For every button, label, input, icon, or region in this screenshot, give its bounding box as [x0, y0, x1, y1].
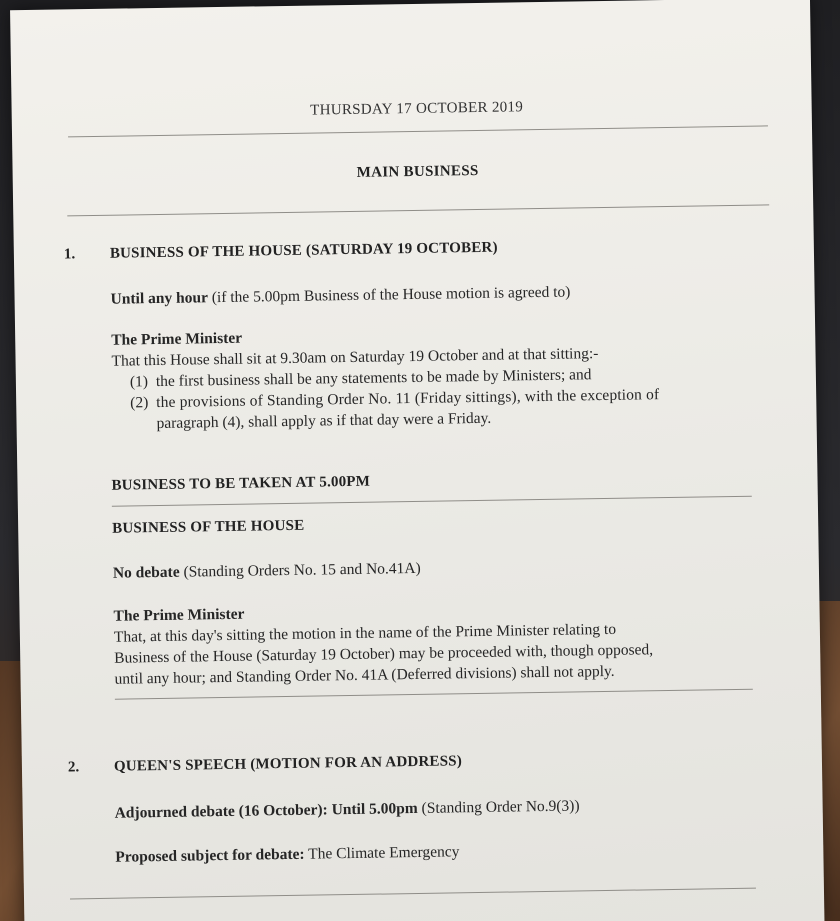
- adjourned-debate-line: [115, 795, 580, 823]
- list-item-text: the first business shall be any statements to be made by Ministers; and: [155, 366, 592, 391]
- item-heading: QUEEN'S SPEECH (MOTION FOR AN ADDRESS): [113, 753, 463, 775]
- section-heading: BUSINESS TO BE TAKEN AT 5.00PM: [111, 473, 371, 494]
- divider-rule: [70, 888, 756, 900]
- no-debate-bold: No debate: [112, 563, 180, 582]
- mover-name: The Prime Minister: [111, 329, 243, 349]
- list-item: [130, 382, 791, 434]
- list-item-number: (1): [129, 373, 149, 391]
- list-item-number: (2): [130, 394, 149, 412]
- time-limit-condition: (if the 5.00pm Business of the House motion is agreed to): [207, 283, 571, 307]
- main-business-title: MAIN BUSINESS: [356, 162, 479, 181]
- item-number: 2.: [67, 759, 80, 776]
- no-debate-line: [113, 558, 421, 584]
- adjourned-debate-bold: Adjourned debate (16 October): Until 5.00pm: [114, 799, 418, 822]
- no-debate-orders: (Standing Orders No. 15 and No.41A): [179, 559, 421, 581]
- mover-name: The Prime Minister: [113, 605, 245, 625]
- list-item-text-continued: paragraph (4), shall apply as if that day were a Friday.: [156, 409, 492, 433]
- adjourned-debate-order: (Standing Order No.9(3)): [417, 797, 580, 817]
- proposed-subject-value: The Climate Emergency: [304, 843, 460, 863]
- divider-rule: [68, 125, 768, 137]
- proposed-subject-label: Proposed subject for debate:: [115, 845, 305, 866]
- time-limit-line: [110, 282, 570, 310]
- motion-line: Business of the House (Saturday 19 October) may be proceeded with, though opposed,: [114, 641, 654, 667]
- item-heading: BUSINESS OF THE HOUSE (SATURDAY 19 OCTOBER): [109, 239, 498, 262]
- motion-intro: That this House shall sit at 9.30am on Saturday 19 October and at that sitting:-: [111, 345, 599, 370]
- section-subheading: BUSINESS OF THE HOUSE: [112, 517, 305, 537]
- proposed-subject-line: [115, 841, 459, 867]
- item-number: 1.: [63, 246, 76, 263]
- list-item-text: the provisions of Standing Order No. 11 (Friday sittings), with the exception of: [156, 386, 660, 412]
- order-paper-sheet: [10, 0, 824, 921]
- motion-line: until any hour; and Standing Order No. 41A (Deferred divisions) shall not apply.: [114, 662, 615, 688]
- divider-rule: [112, 496, 752, 507]
- document-body: [50, 0, 794, 921]
- divider-rule: [115, 689, 753, 700]
- motion-line: That, at this day's sitting the motion in the name of the Prime Minister relating to: [113, 620, 617, 646]
- time-limit-bold: Until any hour: [110, 289, 209, 308]
- divider-rule: [67, 204, 769, 216]
- document-date: THURSDAY 17 OCTOBER 2019: [310, 99, 524, 119]
